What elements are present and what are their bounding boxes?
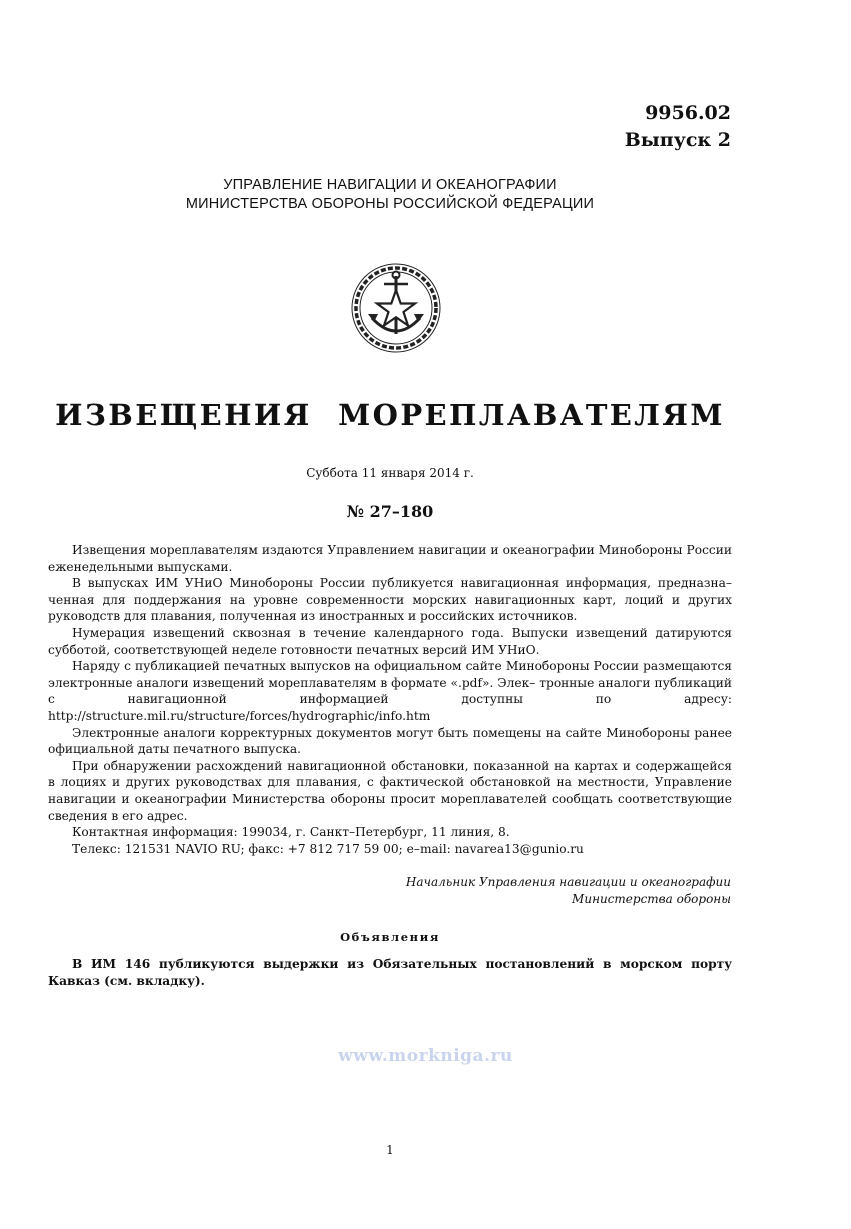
paragraph: В выпусках ИМ УНиО Минобороны России публикуется навигационная информация, предназна–ченная для поддержания на уровне современности морских навигационных карт, лоций и других руководств для плавания, полученная из иностранных и российских источников. — [48, 576, 732, 624]
paragraph: Наряду с публикацией печатных выпусков на официальном сайте Минобороны России размещаются электронные аналоги извещений мореплавателям в формате «.pdf». Элек– тронные аналоги публикаций с навигационной информацией доступны по адресу: http://structure.mil.ru/structure/forces/hydrographic/info.htm — [48, 659, 732, 723]
issue-date: Суббота 11 января 2014 г. — [306, 466, 474, 480]
publication-code-block — [625, 100, 731, 154]
signature-line-1: Начальник Управления навигации и океанографии — [405, 875, 731, 889]
anchor-star-emblem-icon — [348, 260, 444, 356]
organization-line-2: МИНИСТЕРСТВА ОБОРОНЫ РОССИЙСКОЙ ФЕДЕРАЦИИ — [185, 196, 595, 212]
watermark: www.morkniga.ru — [338, 1046, 513, 1066]
document-title: ИЗВЕЩЕНИЯ МОРЕПЛАВАТЕЛЯМ — [55, 398, 725, 432]
paragraph: При обнаружении расхождений навигационной обстановки, показанной на картах и содержащейся в лоциях и других руководствах для плавания, с фактической обстановкой на местности, Управление навигации и океанографии Министерства обороны просит мореплавателей сообщать соответствующие сведения в его адрес. — [48, 758, 732, 823]
signature-block — [406, 874, 731, 908]
issue-number: № 27–180 — [346, 502, 434, 521]
issue-label: Выпуск 2 — [624, 129, 731, 151]
paragraph: Электронные аналоги корректурных документов могут быть помещены на сайте Минобороны ранее официальной даты печатного выпуска. — [48, 725, 732, 757]
signature-line-2: Министерства обороны — [572, 892, 731, 906]
telex-fax-email: Телекс: 121531 NAVIO RU; факс: +7 812 717 59 00; e–mail: navarea13@gunio.ru — [72, 841, 584, 856]
organization-line-1: УПРАВЛЕНИЕ НАВИГАЦИИ И ОКЕАНОГРАФИИ — [223, 177, 557, 193]
organization-header — [0, 176, 780, 214]
body-text — [48, 542, 732, 857]
contact-info: Контактная информация: 199034, г. Санкт–Петербург, 11 линия, 8. — [72, 825, 510, 840]
announcements-heading: Объявления — [340, 930, 440, 944]
paragraph: Нумерация извещений сквозная в течение календарного года. Выпуски извещений датируются субботой, соответствующей неделе готовности печатных версий ИМ УНиО. — [48, 625, 732, 657]
paragraph: Извещения мореплавателям издаются Управлением навигации и океанографии Минобороны России еженедельными выпусками. — [48, 543, 732, 574]
announcement-text: В ИМ 146 публикуются выдержки из Обязательных постановлений в морском порту Кавказ (см. вкладку). — [48, 957, 732, 988]
page-number: 1 — [386, 1143, 394, 1157]
publication-code: 9956.02 — [645, 102, 731, 124]
